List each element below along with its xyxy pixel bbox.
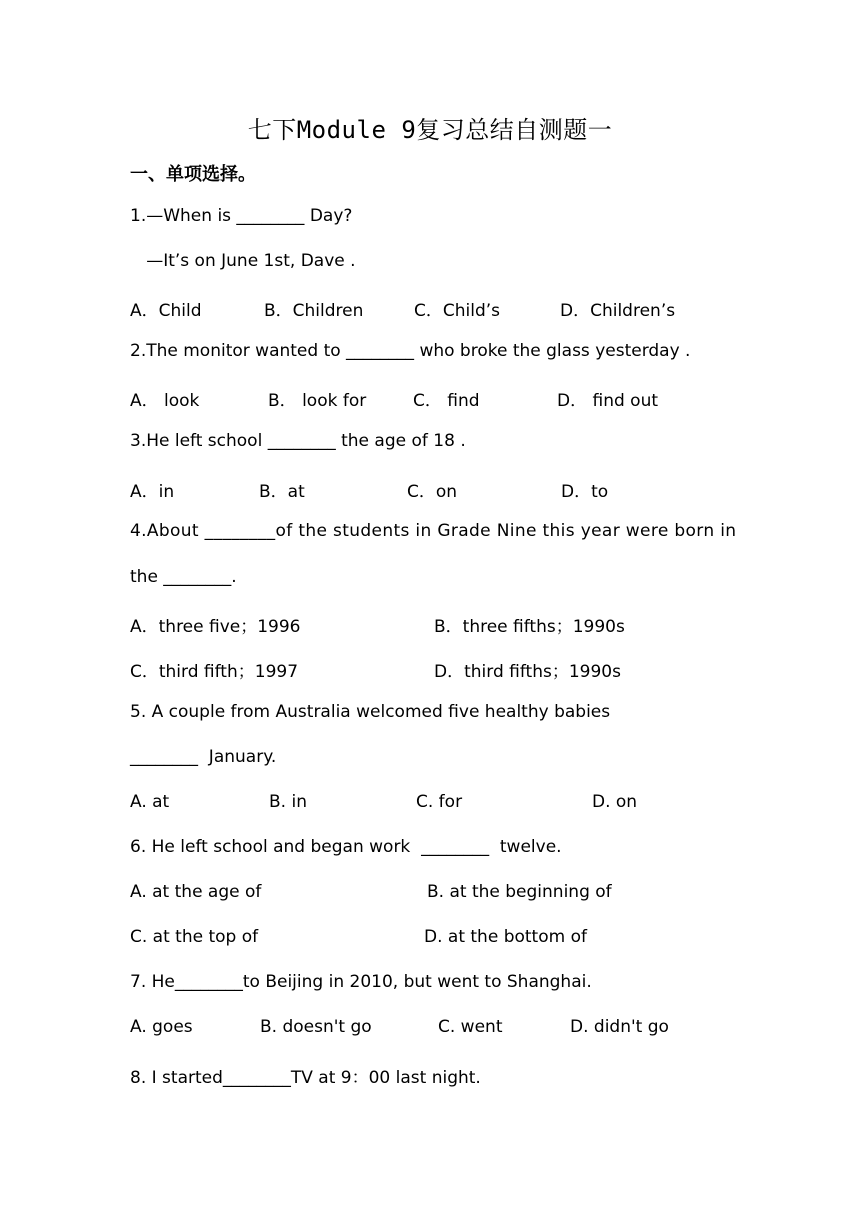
q6-option-d: D. at the bottom of <box>424 927 587 947</box>
q2-option-c: C． find <box>413 391 480 411</box>
question-3-stem: 3.He left school ________ the age of 18 . <box>130 431 466 451</box>
q5-option-c: C. for <box>416 792 463 812</box>
q1-option-b: B．Children <box>264 301 364 321</box>
question-8-stem: 8. I started________TV at 9：00 last night. <box>130 1068 481 1088</box>
title-prefix: 七下 <box>247 116 297 144</box>
question-4-stem: 4.About ________of the students in Grade Nine this year were born in <box>130 521 737 541</box>
q3-option-b: B．at <box>259 482 305 502</box>
q7-option-c: C. went <box>438 1017 503 1037</box>
q7-option-a: A. goes <box>130 1017 193 1037</box>
q4-option-b: B．three fifths；1990s <box>434 617 625 637</box>
q2-option-a: A． look <box>130 391 200 411</box>
q4-option-a: A．three five；1996 <box>130 617 301 637</box>
title-suffix: 复习总结自测题一 <box>416 116 613 144</box>
q3-option-c: C．on <box>407 482 458 502</box>
q5-option-d: D. on <box>592 792 638 812</box>
q6-option-c: C. at the top of <box>130 927 259 947</box>
question-4-stem-continued: the ________. <box>130 567 237 587</box>
question-1-stem: 1.—When is ________ Day? <box>130 206 353 226</box>
q2-option-b: B． look for <box>268 391 367 411</box>
question-7-stem: 7. He________to Beijing in 2010, but went to Shanghai. <box>130 972 592 992</box>
q7-option-d: D. didn't go <box>570 1017 669 1037</box>
q4-option-d: D．third fifths；1990s <box>434 662 621 682</box>
page-title <box>0 110 860 145</box>
q6-option-a: A. at the age of <box>130 882 262 902</box>
q7-option-b: B. doesn't go <box>260 1017 372 1037</box>
question-2-stem: 2.The monitor wanted to ________ who broke the glass yesterday . <box>130 341 691 361</box>
question-5-stem: 5. A couple from Australia welcomed five healthy babies <box>130 702 611 722</box>
question-1-answer: —It’s on June 1st, Dave . <box>130 251 356 271</box>
q5-option-b: B. in <box>269 792 307 812</box>
q5-option-a: A. at <box>130 792 170 812</box>
q1-option-c: C．Child’s <box>414 301 501 321</box>
q3-option-d: D．to <box>561 482 609 502</box>
q6-option-b: B. at the beginning of <box>427 882 612 902</box>
q2-option-d: D． find out <box>557 391 659 411</box>
q1-option-a: A．Child <box>130 301 202 321</box>
section-heading: 一、单项选择。 <box>130 164 256 185</box>
title-module: Module 9 <box>296 116 417 144</box>
question-5-stem-continued: ________ January. <box>130 747 277 767</box>
q1-option-d: D．Children’s <box>560 301 676 321</box>
q3-option-a: A．in <box>130 482 175 502</box>
question-6-stem: 6. He left school and began work ________ twelve. <box>130 837 562 857</box>
q4-option-c: C．third fifth；1997 <box>130 662 299 682</box>
